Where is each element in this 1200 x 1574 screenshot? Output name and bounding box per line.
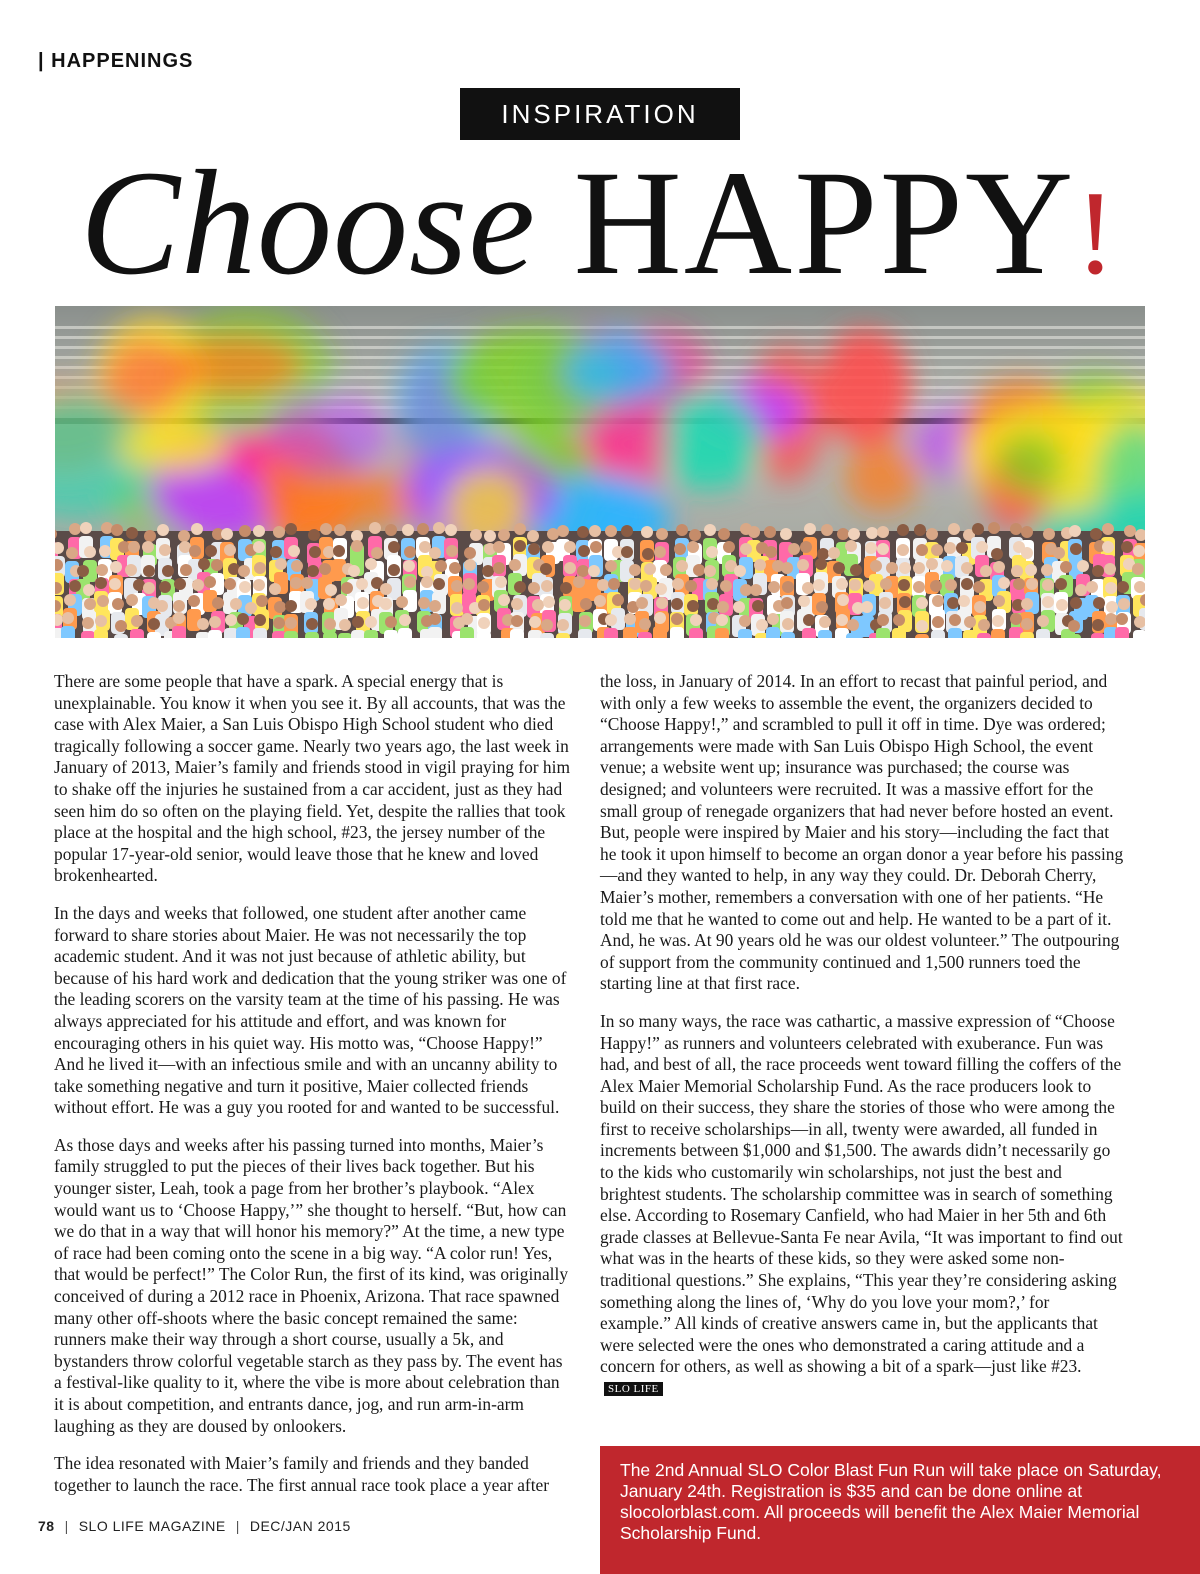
hero-photo: [55, 306, 1145, 638]
article-paragraph-text: In so many ways, the race was cathartic, a massive expression of “Choose Happy!” as runners and volunteers celebrated with exuberance. Fun was had, and best of all, the race proceeds went toward filling the coffers of the Alex Maier Memorial Scholarship Fund. As the race producers look to build on their success, they share the stories of those who were among the first to receive scholarships—in all, twenty were awarded, all funded in increments between $1,000 and $1,500. The awards didn’t necessarily go to the kids who customarily win scholarships, not just the best and brightest students. The scholarship committee was in search of something else. According to Rosemary Canfield, who had Maier in her 5th and 6th grade classes at Bellevue-Santa Fe near Avila, “It was important to find out what was in the hearts of these kids, so they were asked some non-traditional questions.” She explains, “This year they’re considering asking something along the lines of, ‘Why do you love your mom?,’ for example.” All kinds of creative answers came in, but the applicants that were selected were the ones who demonstrated a caring attitude and a concern for others, as well as showing a bit of a spark—just like #23.: [600, 1010, 1123, 1377]
article-paragraph: In the days and weeks that followed, one student after another came forward to share stories about Maier. He was not necessarily the top academic student. And it was not just because of athletic ability, but because of his hard work and dedication that the young striker was one of the leading scorers on the varsity team at the time of his passing. He was always appreciated for his attitude and effort, and was known for encouraging others in his quiet way. His motto was, “Choose Happy!” And he lived it—with an infectious smile and with an uncanny ability to take something negative and turn it positive, Maier collected friends without effort. He was a guy you rooted for and wanted to be successful.: [54, 902, 567, 1118]
issue-date: DEC/JAN 2015: [249, 1518, 351, 1534]
headline-exclamation: !: [1075, 166, 1116, 299]
article-paragraph: [600, 1011, 1124, 1400]
crowd: [55, 522, 1145, 638]
page-number: 78: [38, 1518, 55, 1534]
footer-divider: |: [235, 1518, 240, 1534]
headline-italic-word: Choose: [80, 140, 536, 306]
slo-life-endmark-logo: SLO LIFE: [604, 1382, 663, 1396]
section-label: | HAPPENINGS: [38, 50, 194, 72]
callout-text: The 2nd Annual SLO Color Blast Fun Run will take place on Saturday, January 24th. Registration is $35 and can be done online at slocolorblast.com. All proceeds will benefit the Alex Maier Memorial Scholarship Fund.: [620, 1460, 1162, 1543]
article-paragraph: There are some people that have a spark. A special energy that is unexplainable. You know it when you see it. By all accounts, that was the case with Alex Maier, a San Luis Obispo High School student who died tragically following a soccer game. Nearly two years ago, the last week in January of 2013, Maier’s family and friends stood in vigil praying for him to shake off the injuries he sustained from a car accident, just as they had seen him do so often on the playing field. Yet, despite the rallies that took place at the hospital and the high school, #23, the jersey number of the popular 17-year-old senior, would leave those that he knew and loved brokenhearted.: [54, 671, 570, 886]
headline: [80, 138, 1140, 318]
kicker-label: INSPIRATION: [460, 88, 740, 140]
article-column-left: [54, 671, 570, 1512]
event-callout-box: [600, 1446, 1200, 1574]
article-column-right: [600, 671, 1124, 1416]
color-run-crowd-image: [55, 306, 1145, 638]
article-paragraph: the loss, in January of 2014. In an effort to recast that painful period, and with only a few weeks to assemble the event, the organizers decided to “Choose Happy!,” and scrambled to pull it off in time. Dye was ordered; arrangements were made with San Luis Obispo High School, the event venue; a website went up; insurance was purchased; the course was designed; and volunteers were recruited. It was a massive effort for the small group of renegade organizers that had never before hosted an event. But, people were inspired by Maier and his story—including the fact that he took it upon himself to become an organ donor a year before his passing—and they wanted to help, in any way they could. Dr. Deborah Cherry, Maier’s mother, remembers a conversation with one of her patients. “He told me that he wanted to come out and help. He wanted to be a part of it. And, he was. At 90 years old he was our oldest volunteer.” The outpouring of support from the community continued and 1,500 runners toed the starting line at that first race.: [600, 671, 1124, 994]
magazine-name: SLO LIFE MAGAZINE: [78, 1518, 226, 1534]
footer-divider: |: [64, 1518, 69, 1534]
page-footer: [38, 1518, 351, 1534]
article-paragraph: The idea resonated with Maier’s family and friends and they banded together to launch the race. The first annual race took place a year after: [54, 1453, 550, 1495]
article-paragraph: As those days and weeks after his passing turned into months, Maier’s family struggled to put the pieces of their lives back together. But his younger sister, Leah, took a page from her brother’s playbook. “Alex would want us to ‘Choose Happy,’” she thought to herself. “But, how can we do that in a way that will honor his memory?” At the time, a new type of race had been coming onto the scene in a big way. “A color run! Yes, that would be perfect!” The Color Run, the first of its kind, was originally conceived of during a 2012 race in Phoenix, Arizona. That race spawned many other off-shoots where the basic concept remained the same: runners make their way through a short course, usually a 5k, and bystanders throw colorful vegetable starch as they pass by. The event has a festival-like quality to it, where the vibe is more about celebration than it is about competition, and entrants dance, jog, and run arm-in-arm laughing as they are doused by onlookers.: [54, 1134, 569, 1436]
headline-caps-word: HAPPY: [573, 140, 1076, 306]
